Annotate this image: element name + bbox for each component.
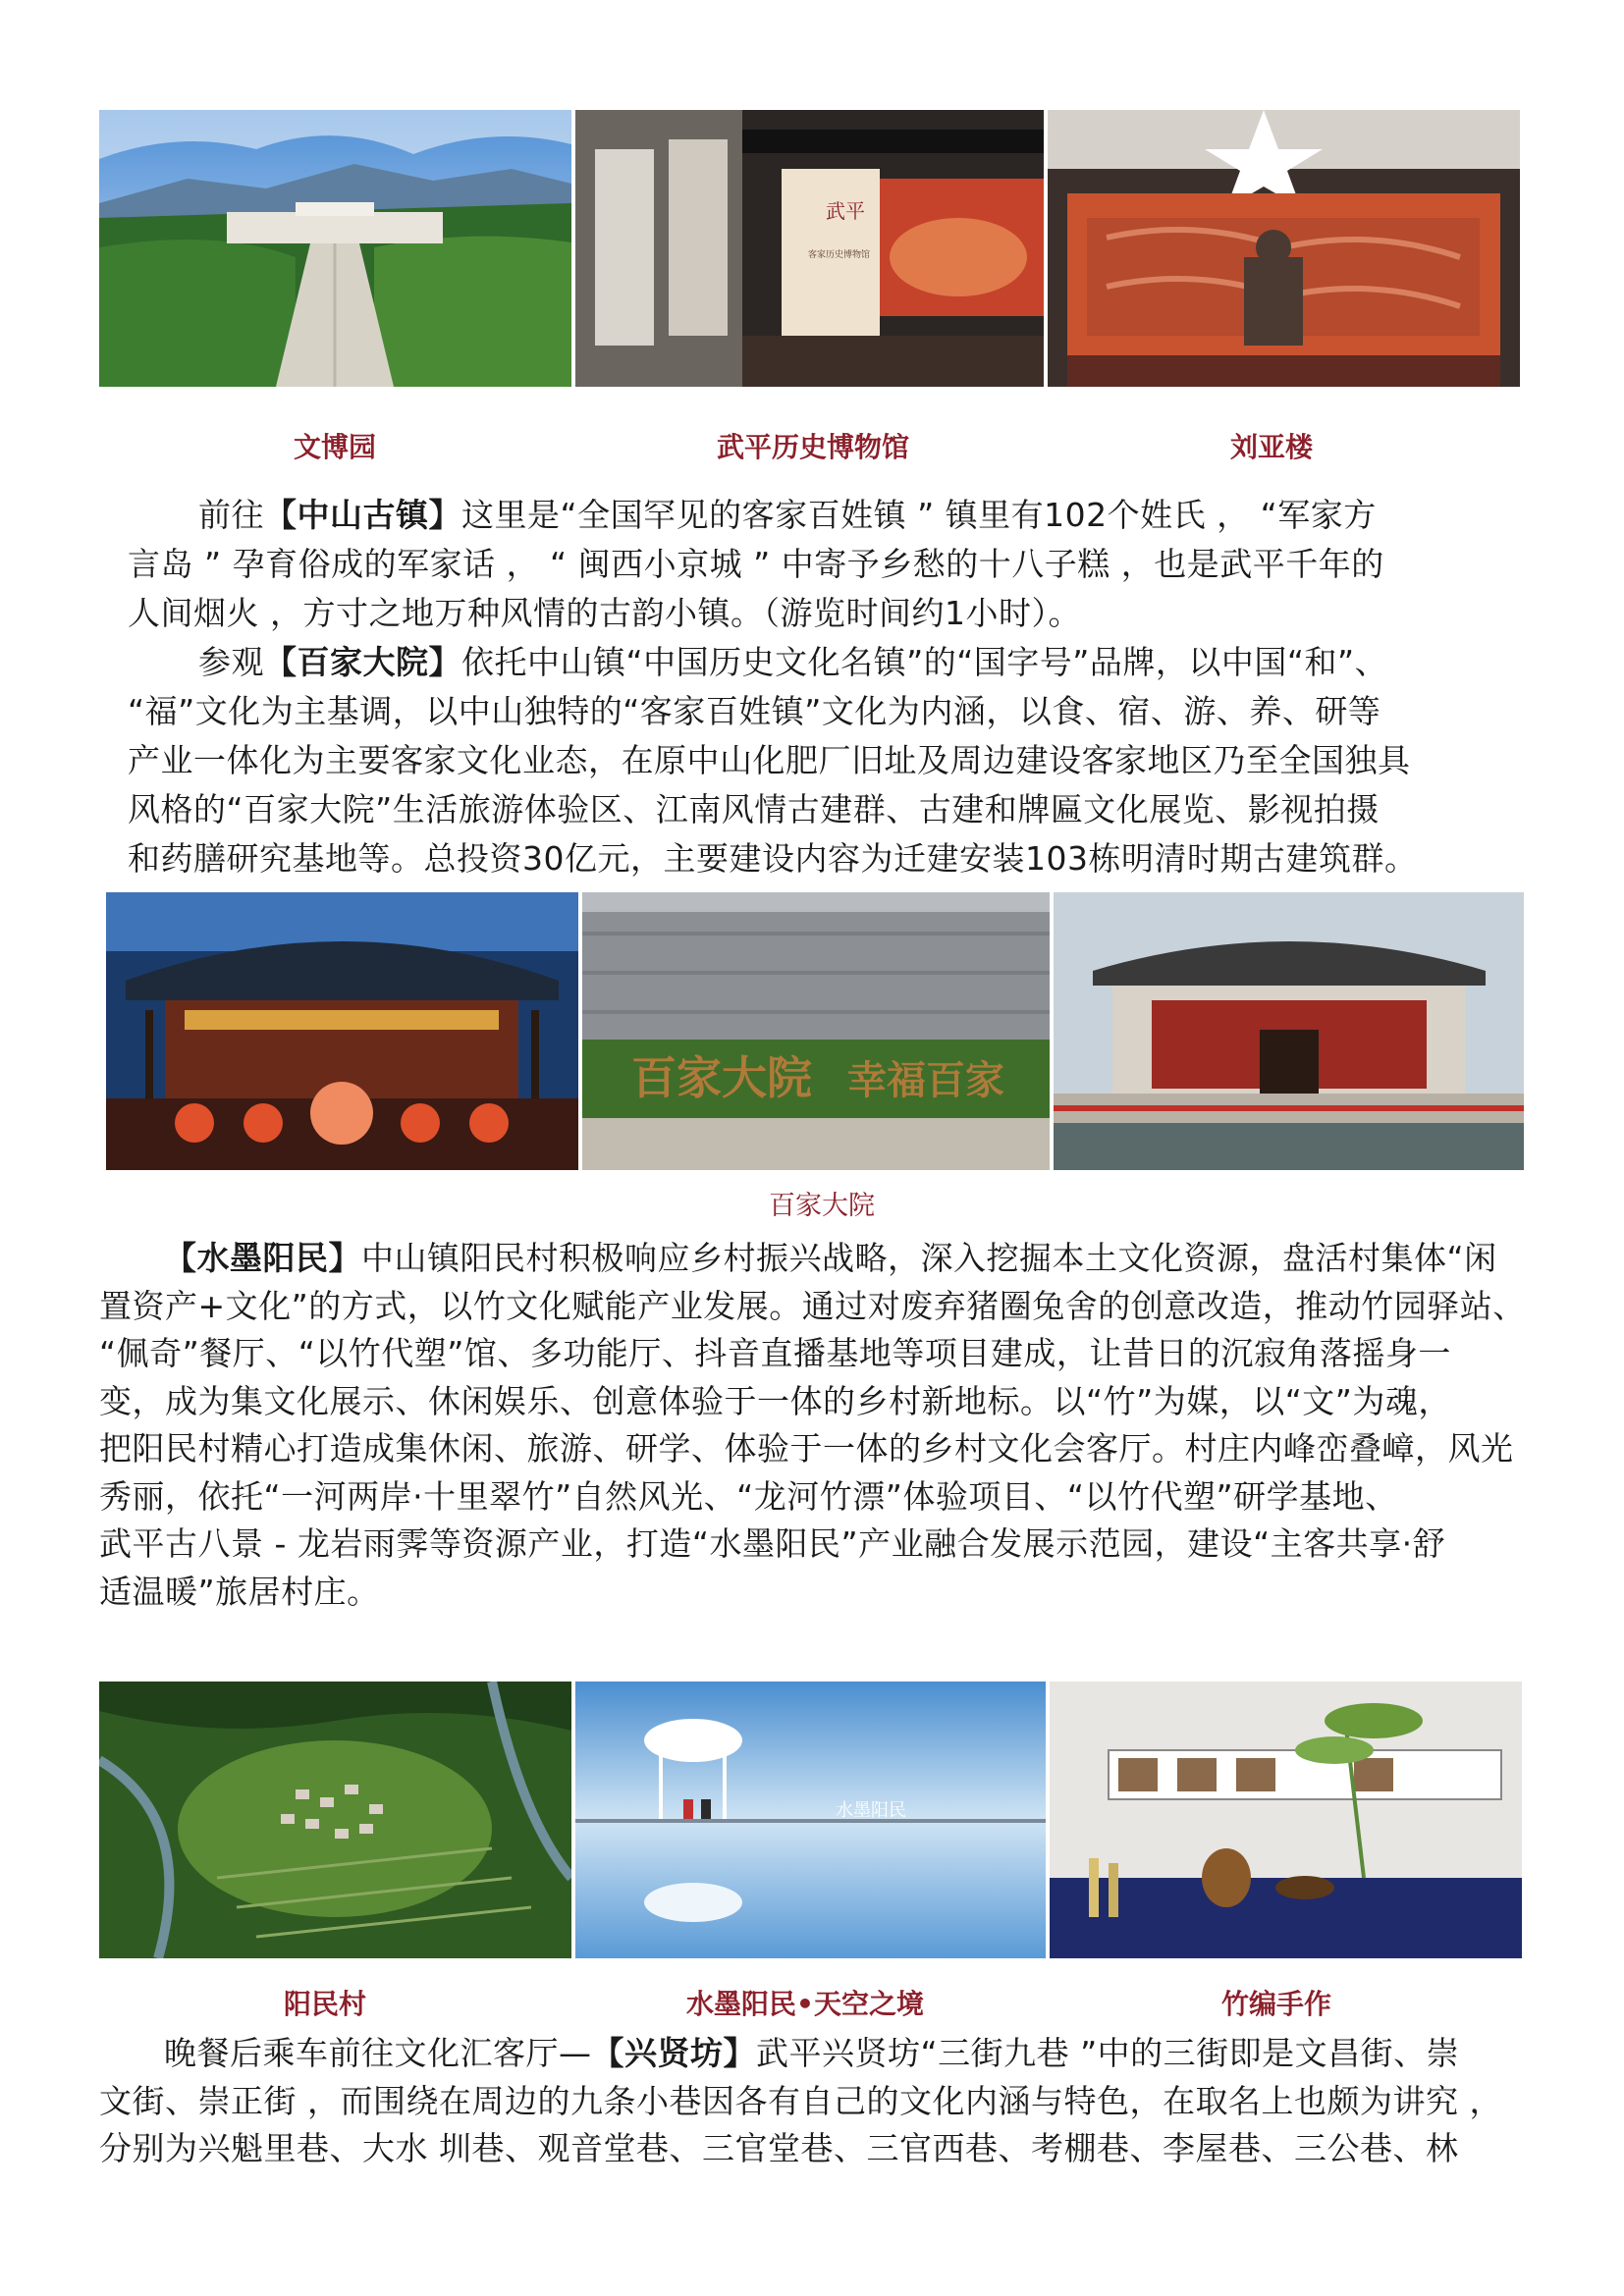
sign-text-baijia: 百家大院 xyxy=(631,1051,812,1104)
text-line: 言岛 ” 孕育俗成的军家话 ， “ 闽西小京城 ” 中寄予乡愁的十八子糕 ，也是武平千年的 xyxy=(128,545,1384,583)
photo-row-2 xyxy=(106,892,1524,1170)
sign-text-shuimo: 水墨阳民 xyxy=(836,1800,906,1821)
paragraph-xingxian xyxy=(99,2030,1523,2173)
caption-sky-mirror: 水墨阳民•天空之境 xyxy=(686,1988,924,2020)
museum-sign-1: 武平 xyxy=(826,199,865,223)
text-line: 分别为兴魁里巷、大水 圳巷、观音堂巷、三官堂巷、三官西巷、考棚巷、李屋巷、三公巷、林 xyxy=(99,2129,1459,2167)
text-line: 把阳民村精心打造成集休闲、旅游、研学、体验于一体的乡村文化会客厅。村庄内峰峦叠嶂，风光 xyxy=(99,1429,1514,1468)
museum-sign-2: 客家历史博物馆 xyxy=(808,250,871,260)
text-line: 秀丽，依托“一河两岸·十里翠竹”自然风光、“龙河竹漂”体验项目、“以竹代塑”研学基地、 xyxy=(99,1476,1398,1516)
caption-wenboyuan: 文博园 xyxy=(293,431,376,463)
paragraph-shuimo xyxy=(99,1235,1526,1616)
caption-baijia: 百家大院 xyxy=(769,1191,875,1221)
photo-row-3 xyxy=(99,1682,1522,1958)
text-line: 产业一体化为主要客家文化业态，在原中山化肥厂旧址及周边建设客家地区乃至全国独具 xyxy=(128,741,1411,779)
caption-yangmin: 阳民村 xyxy=(283,1988,366,2020)
photo-baijia-gate xyxy=(1054,892,1524,1170)
photo-bamboo-craft xyxy=(1050,1682,1522,1958)
text-line: 人间烟火 ，方寸之地万种风情的古韵小镇。（游览时间约1小时）。 xyxy=(128,594,1081,632)
photo-yangmin-village xyxy=(99,1682,571,1958)
photo-museum xyxy=(575,110,1044,387)
text-line: 文街、崇正街 ，而围绕在周边的九条小巷因各有自己的文化内涵与特色，在取名上也颇为讲究 ， xyxy=(99,2081,1502,2120)
text-line: 置资产+文化”的方式，以竹文化赋能产业发展。通过对废弃猪圈兔舍的创意改造，推动竹园驿站、 xyxy=(99,1286,1526,1325)
text-line: “佩奇”餐厅、“以竹代塑”馆、多功能厅、抖音直播基地等项目建成，让昔日的沉寂角落摇身一 xyxy=(99,1334,1451,1372)
photo-liuyalou xyxy=(1048,110,1520,387)
text-line: 适温暖”旅居村庄。 xyxy=(99,1572,380,1611)
text-line: 前往【中山古镇】这里是“全国罕见的客家百姓镇 ” 镇里有102个姓氏 ， “军家方 xyxy=(198,496,1377,534)
caption-bamboo-craft: 竹编手作 xyxy=(1220,1988,1331,2020)
paragraph-zhongshan xyxy=(128,491,1512,638)
text-line: 参观【百家大院】依托中山镇“中国历史文化名镇”的“国字号”品牌，以中国“和”、 xyxy=(198,643,1388,681)
caption-museum: 武平历史博物馆 xyxy=(716,431,909,463)
text-line: 变，成为集文化展示、休闲娱乐、创意体验于一体的乡村新地标。以“竹”为媒，以“文”为魂， xyxy=(99,1381,1451,1420)
text-line: 【水墨阳民】中山镇阳民村积极响应乡村振兴战略，深入挖掘本土文化资源，盘活村集体“闲 xyxy=(164,1239,1497,1277)
photo-sky-mirror xyxy=(575,1682,1046,1958)
photo-baijia-courtyard xyxy=(106,892,578,1170)
photo-wenboyuan xyxy=(99,110,571,387)
text-line: “福”文化为主基调，以中山独特的“客家百姓镇”文化为内涵，以食、宿、游、养、研等 xyxy=(128,692,1381,730)
text-line: 武平古八景 - 龙岩雨霁等资源产业，打造“水墨阳民”产业融合发展示范园，建设“主客共享·舒 xyxy=(99,1524,1446,1563)
photo-baijia-sign xyxy=(582,892,1050,1170)
paragraph-baijia xyxy=(128,638,1512,883)
text-line: 风格的“百家大院”生活旅游体验区、江南风情古建群、古建和牌匾文化展览、影视拍摄 xyxy=(128,790,1380,828)
photo-row-1 xyxy=(99,110,1520,387)
sign-text-xingfu: 幸福百家 xyxy=(847,1057,1004,1103)
text-line: 和药膳研究基地等。总投资30亿元，主要建设内容为迁建安装103栋明清时期古建筑群。 xyxy=(128,839,1418,878)
caption-liuyalou: 刘亚楼 xyxy=(1229,431,1313,463)
text-line: 晚餐后乘车前往文化汇客厅—【兴贤坊】武平兴贤坊“三街九巷 ”中的三街即是文昌街、崇 xyxy=(164,2034,1460,2072)
